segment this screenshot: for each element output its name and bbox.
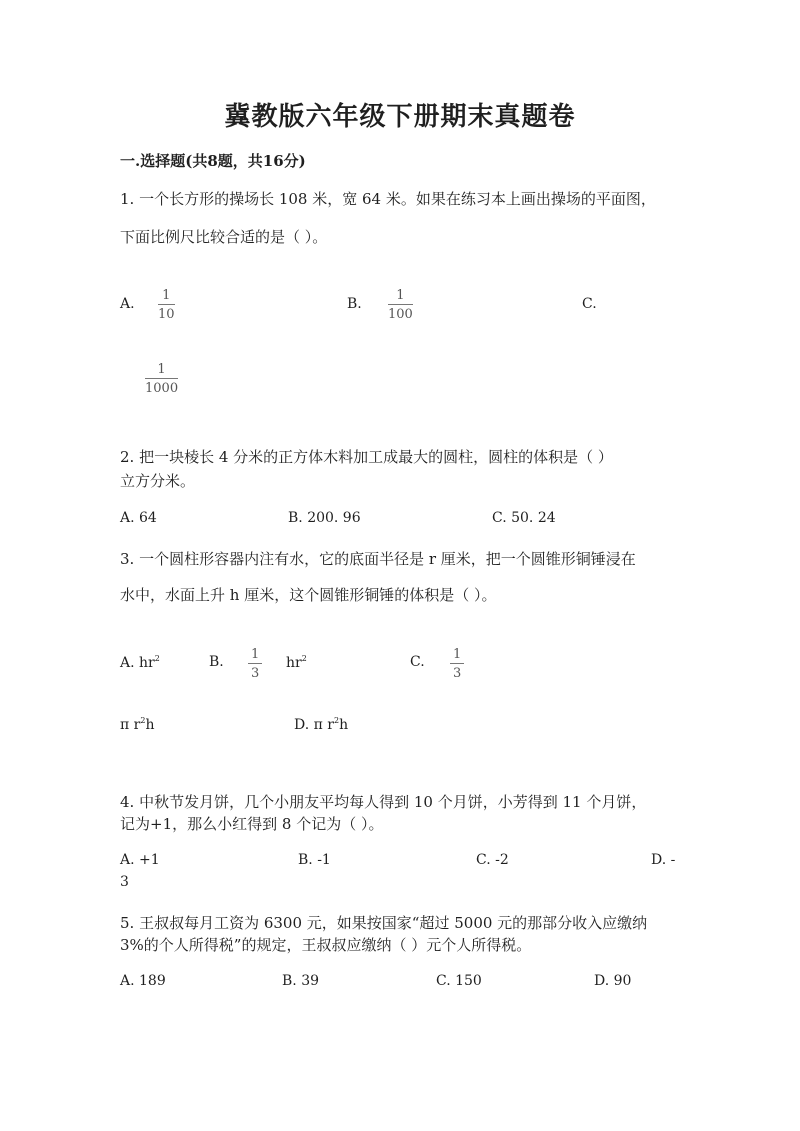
question-1-option-b-label: B. xyxy=(347,296,362,312)
question-3-option-b-fraction xyxy=(248,648,262,680)
question-3-line-2: 水中，水面上升 h 厘米，这个圆锥形铜锤的体积是（ ）。 xyxy=(120,586,497,604)
option-d-exponent: 2 xyxy=(333,716,340,725)
page-title: 冀教版六年级下册期末真题卷 xyxy=(224,102,576,132)
question-5-option-a: A. 189 xyxy=(120,973,166,989)
question-2-option-b: B. 200. 96 xyxy=(288,510,361,526)
question-1-line-1: 1. 一个长方形的操场长 108 米，宽 64 米。如果在练习本上画出操场的平面图， xyxy=(120,190,656,208)
fraction-numerator: 1 xyxy=(251,647,260,662)
fraction-numerator: 1 xyxy=(157,362,166,377)
question-3-option-b-label: B. xyxy=(209,654,224,670)
question-3-option-d xyxy=(294,716,348,733)
fraction-denominator: 3 xyxy=(453,666,462,681)
question-2-line-2: 立方分米。 xyxy=(120,472,196,490)
question-5-line-1: 5. 王叔叔每月工资为 6300 元，如果按国家“超过 5000 元的那部分收入应缴纳 xyxy=(120,914,648,932)
question-4-option-b: B. -1 xyxy=(298,852,331,868)
option-d-text: D. π r xyxy=(294,717,334,733)
question-4-option-d: D. - xyxy=(651,852,676,868)
question-4-line-2: 记为+1，那么小红得到 8 个记为（ ）。 xyxy=(120,815,384,833)
question-1-option-b-fraction xyxy=(388,289,413,321)
question-1-option-a-fraction xyxy=(158,289,175,321)
question-3-option-c-continuation xyxy=(120,716,154,733)
option-a-exponent: 2 xyxy=(154,654,160,663)
question-5-option-c: C. 150 xyxy=(436,973,482,989)
question-3-option-c-fraction xyxy=(450,648,464,680)
option-d-tail: h xyxy=(339,717,349,733)
question-2-line-1: 2. 把一块棱长 4 分米的正方体木料加工成最大的圆柱，圆柱的体积是（ ） xyxy=(120,448,613,466)
question-3-line-1: 3. 一个圆柱形容器内注有水，它的底面半径是 r 厘米，把一个圆锥形铜锤浸在 xyxy=(120,550,636,568)
question-4-option-d-continuation: 3 xyxy=(120,874,129,890)
question-1-option-c-label: C. xyxy=(582,296,597,312)
fraction-denominator: 100 xyxy=(388,307,413,322)
question-5-option-b: B. 39 xyxy=(282,973,320,989)
question-3-option-b-text xyxy=(286,654,307,671)
question-2-option-a: A. 64 xyxy=(120,510,157,526)
fraction-denominator: 3 xyxy=(251,666,260,681)
question-1-option-a-label: A. xyxy=(120,296,135,312)
option-b-text: hr xyxy=(286,655,302,671)
question-4-option-c: C. -2 xyxy=(476,852,509,868)
option-c-exponent: 2 xyxy=(140,716,146,725)
option-c-text: π r xyxy=(120,717,141,733)
fraction-numerator: 1 xyxy=(162,288,171,303)
question-4-line-1: 4. 中秋节发月饼，几个小朋友平均每人得到 10 个月饼，小芳得到 11 个月饼， xyxy=(120,793,647,811)
question-4-option-a: A. +1 xyxy=(120,852,160,868)
question-1-option-c-fraction xyxy=(145,363,178,395)
question-1-line-2: 下面比例尺比较合适的是（ ）。 xyxy=(120,228,328,246)
option-c-tail: h xyxy=(145,717,155,733)
option-a-text: A. hr xyxy=(120,655,155,671)
question-5-line-2: 3%的个人所得税”的规定，王叔叔应缴纳（ ）元个人所得税。 xyxy=(120,936,532,954)
fraction-numerator: 1 xyxy=(453,647,462,662)
fraction-numerator: 1 xyxy=(396,288,405,303)
option-b-exponent: 2 xyxy=(301,654,307,663)
fraction-denominator: 1000 xyxy=(145,381,179,396)
fraction-denominator: 10 xyxy=(158,307,175,322)
section-heading: 一.选择题(共8题，共16分) xyxy=(120,152,306,170)
question-2-option-c: C. 50. 24 xyxy=(492,510,556,526)
question-3-option-c-label: C. xyxy=(410,654,425,670)
question-5-option-d: D. 90 xyxy=(594,973,632,989)
question-3-option-a xyxy=(120,654,160,671)
